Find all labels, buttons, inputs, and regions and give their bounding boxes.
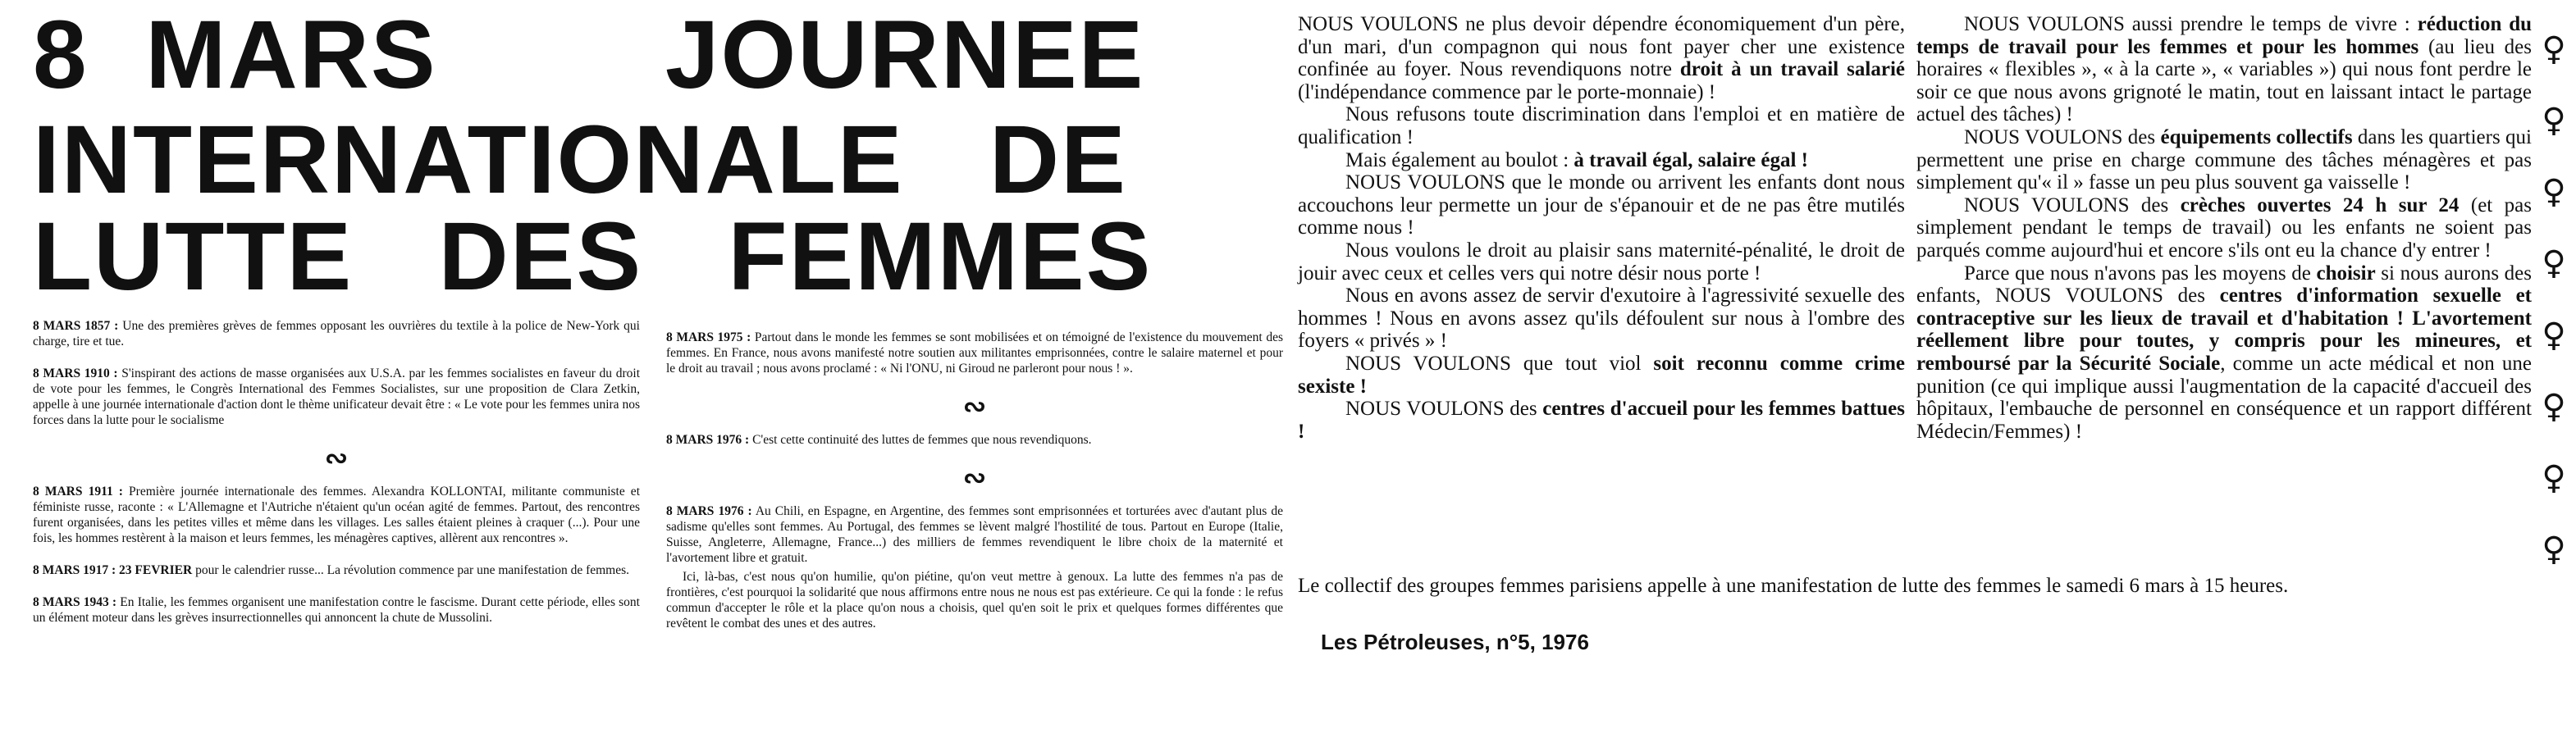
date-label: 8 MARS 1975 :: [666, 330, 751, 344]
venus-icon: ♀: [2542, 102, 2566, 140]
entry-1857: [33, 318, 640, 349]
demand-paragraph: Nous voulons le droit au plaisir sans maternité-pénalité, le droit de jouir avec ceux et celles vers qui notre désir nous porte !: [1298, 239, 1905, 285]
emphasis-text: à travail égal, salaire égal !: [1573, 148, 1808, 171]
demands-column-left: [1298, 13, 1905, 443]
venus-icon: ♀: [2542, 316, 2566, 354]
demand-paragraph: [1916, 194, 2532, 262]
body-text: , comme un acte médical et non une punition (ce qui implique aussi l'augmentation de la capacité d'accueil des hôpitaux, l'embauche de personnel en conséquence et un rapport différent Médecin/Femmes) !: [1916, 352, 2532, 443]
entry-text: En Italie, les femmes organisent une manifestation contre le fascisme. Durant cette période, elles sont un élément moteur dans les grèves insurrectionnelles qui annoncent la chute de Mussolini.: [33, 595, 640, 625]
demands-column-right: [1916, 13, 2532, 443]
entry-1975: [666, 330, 1283, 376]
entry-1911: [33, 484, 640, 546]
venus-icon: ♀: [2542, 387, 2566, 426]
entry-text: S'inspirant des actions de masse organisées aux U.S.A. par les femmes socialistes en faveur du droit de vote pour les femmes, le Congrès International des Femmes Socialistes, sur une proposition de Clara Zetkin, appelle à une journée internationale d'action dont le thème unificateur devait être : « Le vote pour les femmes unira nos forces dans la lutte pour le socialisme: [33, 366, 640, 427]
entry-text: pour le calendrier russe... La révolution commence par une manifestation de femmes.: [192, 563, 630, 577]
body-text: que le monde ou arrivent les enfants dont nous accouchons leur permette un jour de s'épanouir et de ne pas être mutilés comme nous !: [1298, 171, 1905, 239]
entry-1943: [33, 594, 640, 626]
demand-paragraph: [1298, 398, 1905, 443]
body-text: Parce que nous n'avons pas les moyens de: [1964, 262, 2317, 285]
entry-1917: [33, 562, 640, 578]
demand-paragraph: [1298, 171, 1905, 239]
entry-text: Une des premières grèves de femmes opposant les ouvrières du textile à la police de New-York qui charge, tire et tue.: [33, 319, 640, 348]
venus-icon: ♀: [2542, 30, 2566, 68]
entry-text: C'est cette continuité des luttes de femmes que nous revendiquons.: [749, 433, 1092, 447]
body-text: si nous aurons des enfants,: [1916, 262, 2532, 307]
headline-line-1: 8 MARS JOURNEE: [33, 1, 1145, 109]
body-text: (l'indépendance commence par le porte-monnaie) !: [1298, 80, 1716, 103]
history-column-left: [33, 318, 640, 642]
emphasis-text: soit reconnu comme crime sexiste !: [1298, 352, 1906, 398]
demand-paragraph: [1916, 262, 2532, 444]
entry-1976-a: [666, 432, 1283, 448]
lead-text: NOUS VOULONS: [1345, 398, 1505, 421]
entry-1976-b: [666, 503, 1283, 566]
venus-icon: ♀: [2542, 458, 2566, 497]
venus-symbol-rail: [2535, 30, 2573, 568]
body-text: (et pas simplement pendant le temps de travail) ou les enfants ne soient pas parqués comme aujourd'hui et encore s'ils ont eu la chance d'y entrer !: [1916, 193, 2533, 262]
history-column-middle: [666, 330, 1283, 648]
lead-text: NOUS VOULONS: [1964, 125, 2123, 148]
body-text: des: [2129, 193, 2181, 216]
demand-paragraph: [1298, 353, 1905, 398]
source-caption: Les Pétroleuses, n°5, 1976: [1321, 630, 1589, 654]
emphasis-text: centres d'information sexuelle et contraceptive sur les lieux de travail et d'habitation ! L'avortement réellement libre pour toutes, y compris pour les mineures, et remboursé par la Sécurité Sociale: [1916, 285, 2533, 375]
lead-text: NOUS VOULONS: [1964, 193, 2130, 216]
body-text: (au lieu des horaires « flexibles », « à la carte », « variables ») qui nous font perdre le soir ce que nous avons grignoté le matin, tout en laissant intact le partage actuel des tâches) !: [1916, 35, 2532, 126]
demand-paragraph: [1916, 13, 2532, 126]
demand-paragraph: [1298, 149, 1905, 172]
date-label: 8 MARS 1910 :: [33, 366, 118, 380]
entry-text: Au Chili, en Espagne, en Argentine, des femmes sont emprisonnées et torturées avec d'autant plus de sadisme qu'elles sont femmes. Au Portugal, des femmes se lèvent malgré l'hostilité de tous. Partout en Europe (Italie, Suisse, Angleterre, Allemagne, France...) des milliers de femmes revendiquent le libre choix de la maternité et l'avortement libre et gratuit.: [666, 504, 1283, 565]
headline-line-2: INTERNATIONALE DE: [33, 106, 1127, 214]
body-text: Mais également au boulot :: [1345, 148, 1574, 171]
demand-paragraph: Nous en avons assez de servir d'exutoire à l'agressivité sexuelle des hommes ! Nous en avons assez qu'ils défoulent sur nous à l'ombre des foyers « privés » !: [1298, 285, 1905, 353]
footer-call-to-action: Le collectif des groupes femmes parisiens appelle à une manifestation de lutte des femmes le samedi 6 mars à 15 heures.: [1298, 575, 2289, 597]
body-text: ne plus devoir dépendre économiquement d'un père, d'un mari, d'un compagnon qui nous font payer cher une existence confinée au foyer. Nous revendiquons notre: [1298, 13, 1905, 81]
emphasis-text: choisir: [2316, 262, 2376, 285]
body-text: que tout viol: [1510, 352, 1654, 375]
date-label: 8 MARS 1917 : 23 FEVRIER: [33, 563, 193, 577]
demand-paragraph: [1916, 126, 2532, 194]
demand-paragraph: [1298, 13, 1905, 103]
ornament-divider: ∾: [962, 390, 987, 423]
date-label: 8 MARS 1911 :: [33, 485, 123, 499]
headline-line-3: LUTTE DES FEMMES: [33, 203, 1153, 311]
venus-icon: ♀: [2542, 244, 2566, 283]
venus-icon: ♀: [2542, 173, 2566, 212]
date-label: 8 MARS 1857 :: [33, 319, 119, 333]
emphasis-text: crèches ouvertes 24 h sur 24: [2180, 193, 2460, 216]
emphasis-text: réduction du temps de travail pour les femmes et pour les hommes: [1916, 13, 2533, 58]
date-label: 8 MARS 1943 :: [33, 595, 117, 609]
emphasis-text: centres d'accueil pour les femmes battues !: [1298, 398, 1905, 443]
body-text: des: [1504, 398, 1543, 421]
entry-1976-b-cont: Ici, là-bas, c'est nous qu'on humilie, qu'on piétine, qu'on veut mettre à genoux. La lutte des femmes n'a pas de frontières, c'est pourquoi la solidarité que nous affirmons entre nous ne nous est pas extérieure. Ce qui la fonde : le refus commun d'accepter le rôle et la place qu'on nous a choisis, quel qu'en soit le prix et quelques formes différentes que revêtent le combat des unes et des autres.: [666, 570, 1283, 631]
ornament-divider: ∾: [324, 442, 349, 475]
entry-1910: [33, 366, 640, 428]
lead-text: NOUS VOULONS: [1298, 13, 1459, 35]
body-text: dans les quartiers qui permettent une prise en charge commune des tâches ménagères et pas simplement qu'« il » fasse un peu plus souvent ga vaisselle !: [1916, 125, 2532, 194]
date-label: 8 MARS 1976 :: [666, 433, 750, 447]
lead-text: NOUS VOULONS: [1964, 13, 2125, 35]
entry-text: Partout dans le monde les femmes se sont mobilisées et on témoigné de l'existence du mouvement des femmes. En France, nous avons manifesté notre soutien aux militantes emprisonnées, contre le salaire maternel et pour le droit au travail ; nous avons proclamé : « Ni l'ONU, ni Giroud ne parleront pour nous ! ».: [666, 330, 1283, 376]
venus-icon: ♀: [2542, 530, 2566, 568]
body-text: des: [2122, 125, 2161, 148]
lead-text: NOUS VOULONS: [1995, 285, 2163, 307]
lead-text: NOUS VOULONS: [1345, 171, 1505, 194]
date-label: 8 MARS 1976 :: [666, 504, 752, 518]
demand-paragraph: Nous refusons toute discrimination dans l'emploi et en matière de qualification !: [1298, 103, 1905, 148]
entry-text: Première journée internationale des femmes. Alexandra KOLLONTAI, militante communiste et féministe russe, raconte : « L'Allemagne et l'Autriche n'étaient qu'un océan agité de femmes. Partout, des rencontres furent organisées, dans les petites villes et même dans les villages. Les salles étaient pleines à craquer (...). Pour une fois, les hommes restèrent à la maison et leurs femmes, les ménagères captives, allèrent aux rencontres ».: [33, 485, 640, 545]
lead-text: NOUS VOULONS: [1345, 352, 1511, 375]
emphasis-text: équipements collectifs: [2160, 125, 2353, 148]
body-text: des: [2163, 285, 2220, 307]
emphasis-text: droit à un travail salarié: [1679, 58, 1905, 81]
ornament-divider: ∾: [962, 462, 987, 494]
body-text: aussi prendre le temps de vivre :: [2124, 13, 2418, 35]
